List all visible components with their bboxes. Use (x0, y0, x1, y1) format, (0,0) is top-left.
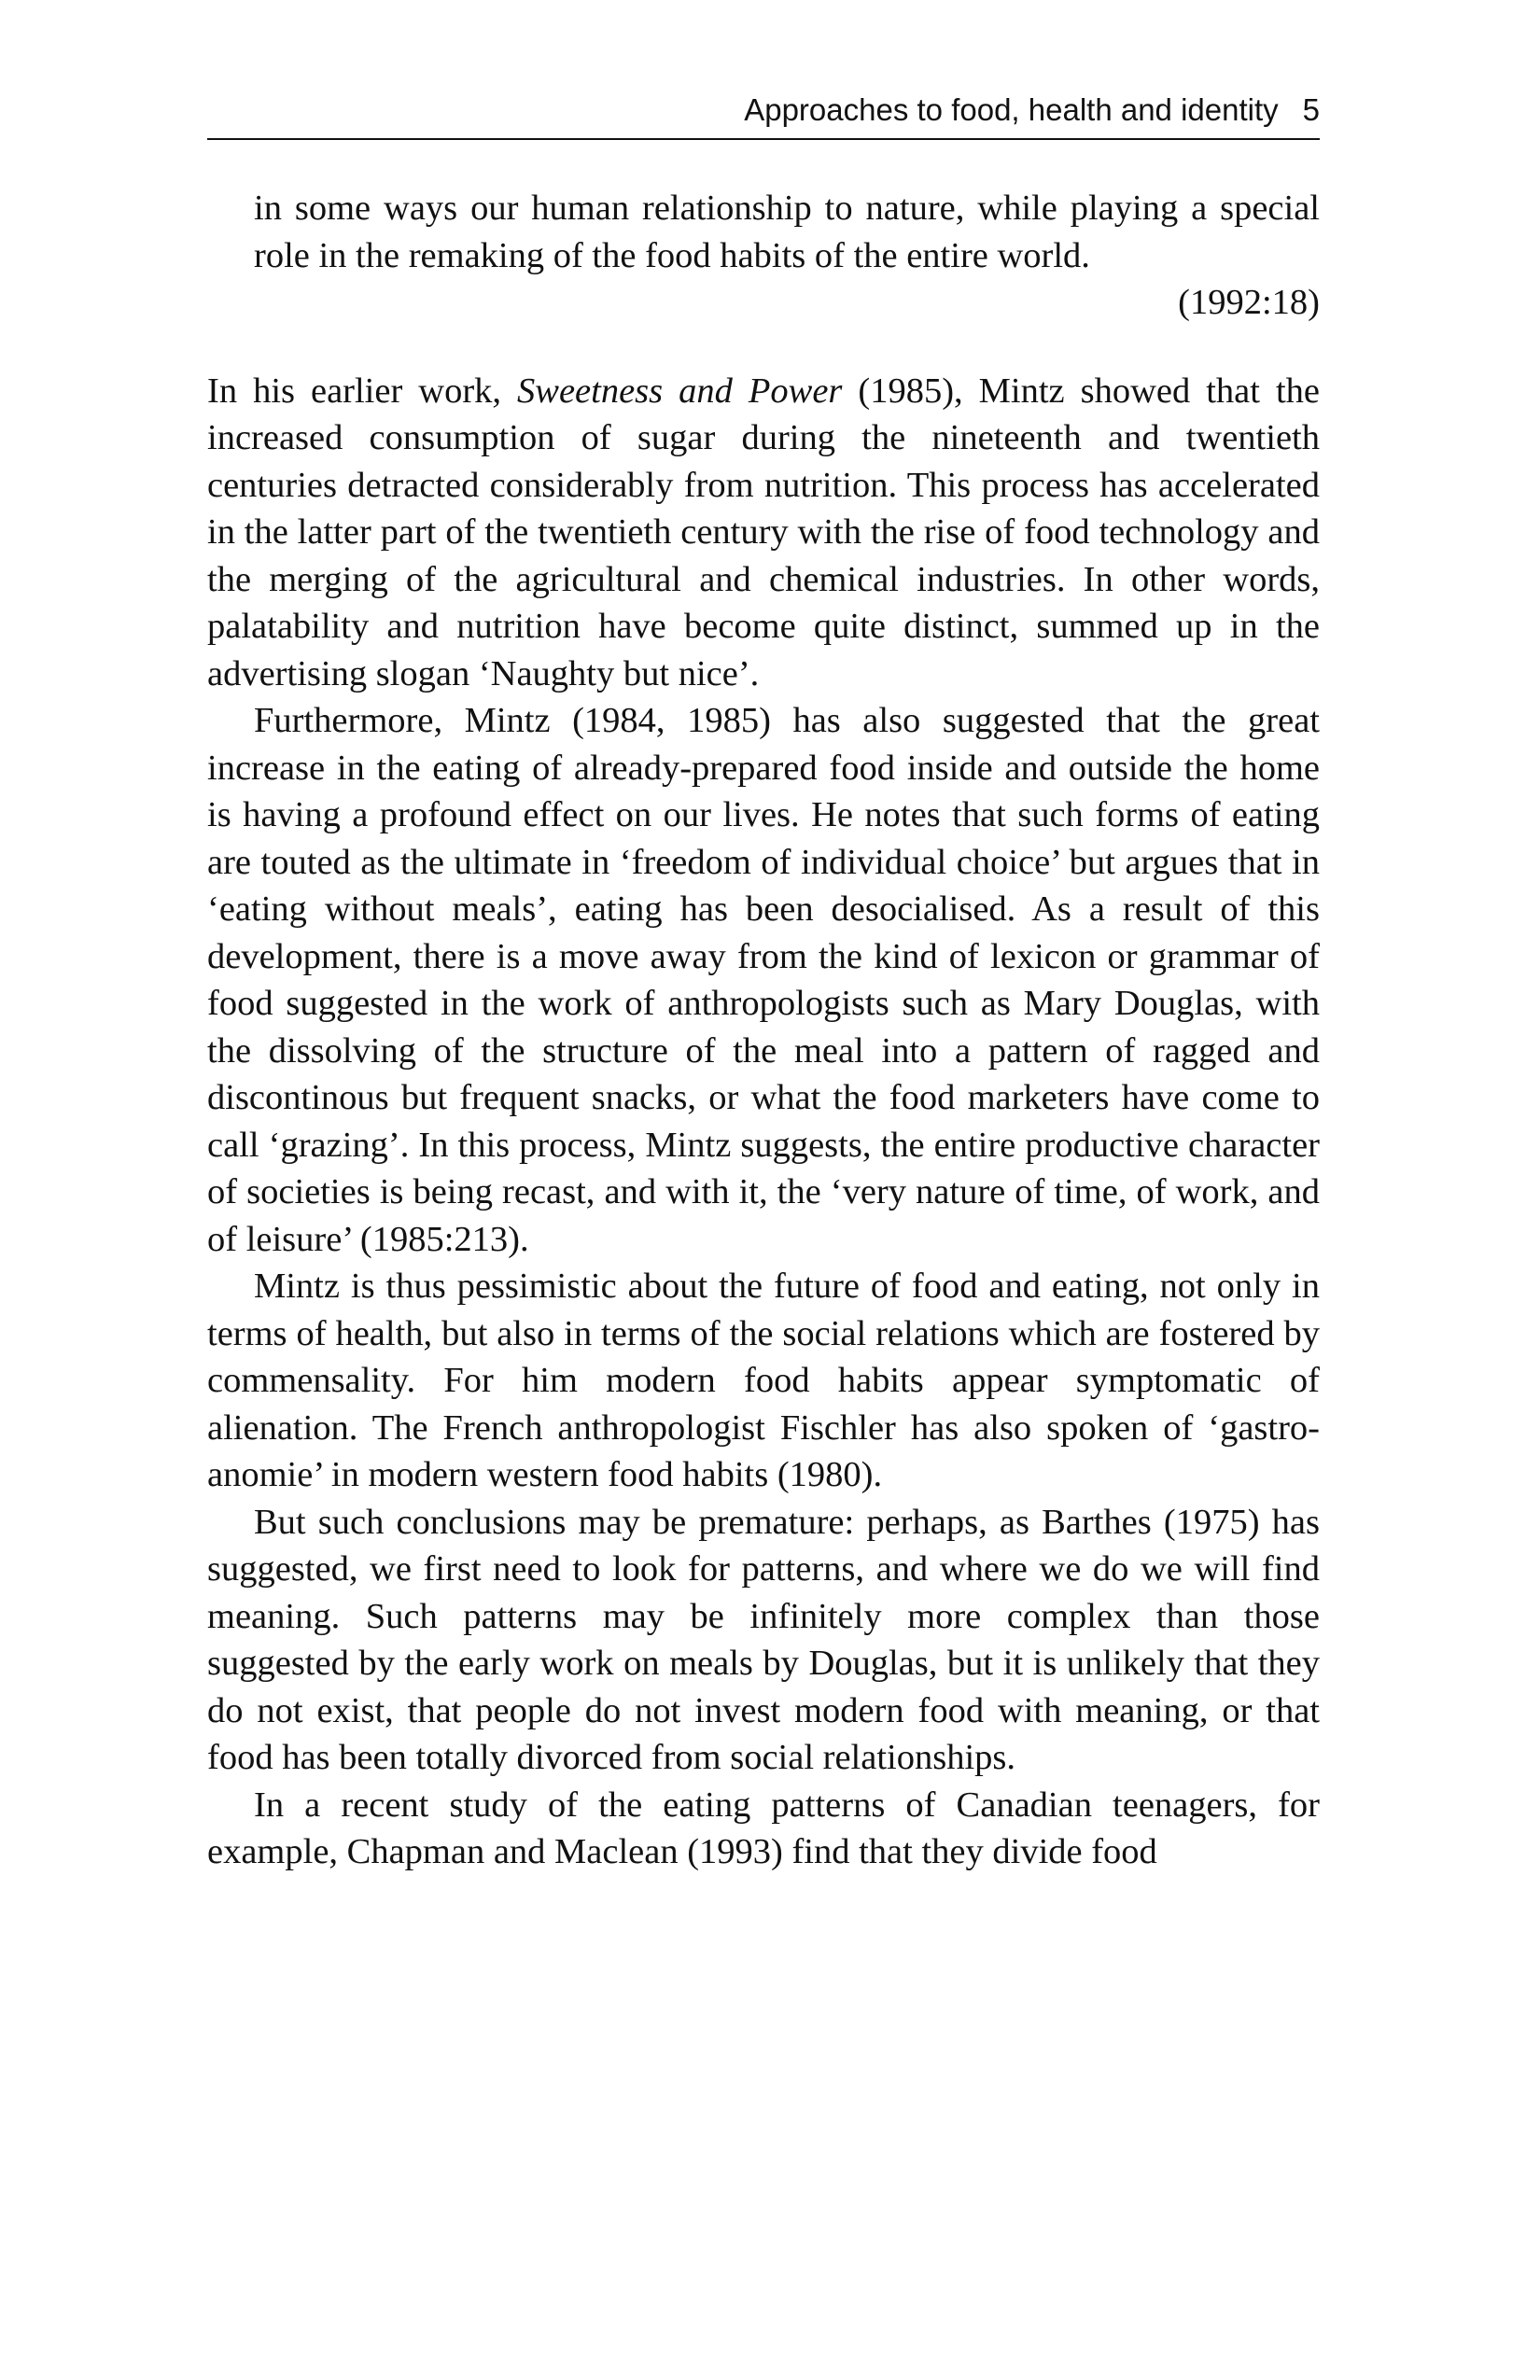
book-title-italic: Sweetness and Power (517, 371, 843, 411)
paragraph-5: In a recent study of the eating patterns of Canadian teenagers, for example, Chapman and Maclean (1993) find that they divide food (207, 1785, 1320, 1871)
paragraph-2: Furthermore, Mintz (1984, 1985) has also suggested that the great increase in the eating of already-prepared food inside and outside the home is having a profound effect on our lives. He notes that such forms of eating are touted as the ultimate in ‘freedom of individual choice’ but argues that in ‘eating without meals’, eating has been desocialised. As a result of this development, there is a move away from the kind of lexicon or grammar of food suggested in the work of anthropologists such as Mary Douglas, with the dissolving of the structure of the meal into a pattern of ragged and discontinous but frequent snacks, or what the food marketers have come to call ‘grazing’. In this process, Mintz suggests, the entire productive character of societies is being recast, and with it, the ‘very nature of time, of work, and of leisure’ (1985:213). (207, 701, 1320, 1259)
paragraph-4: But such conclusions may be premature: perhaps, as Barthes (1975) has suggested, we first need to look for patterns, and where we do we will find meaning. Such patterns may be infinitely more complex than those suggested by the early work on meals by Douglas, but it is unlikely that they do not exist, that people do not invest modern food with meaning, or that food has been totally divorced from social relationships. (207, 1502, 1320, 1777)
paragraph-1-lead: In his earlier work, (207, 371, 518, 411)
running-head (207, 90, 1320, 140)
running-head-title: Approaches to food, health and identity (744, 92, 1279, 127)
page-number: 5 (1302, 92, 1320, 127)
body-text (207, 185, 1320, 1876)
block-quote: in some ways our human relationship to nature, while playing a special role in the remaking of the food habits of the entire world. (254, 189, 1320, 275)
block-quote-citation: (1992:18) (1178, 283, 1320, 322)
paragraph-1-rest: (1985), Mintz showed that the increased consumption of sugar during the nineteenth and twentieth centuries detracted considerably from nutrition. This process has accelerated in the latter part of the twentieth century with the rise of food technology and the merging of the agricultural and chemical industries. In other words, palatability and nutrition have become quite distinct, summed up in the advertising slogan ‘Naughty but nice’. (207, 371, 1320, 693)
paragraph-3: Mintz is thus pessimistic about the future of food and eating, not only in terms of health, but also in terms of the social relations which are fostered by commensality. For him modern food habits appear symptomatic of alienation. The French anthropologist Fischler has also spoken of ‘gastro-anomie’ in modern western food habits (1980). (207, 1267, 1320, 1494)
paragraph-1 (207, 368, 1320, 698)
